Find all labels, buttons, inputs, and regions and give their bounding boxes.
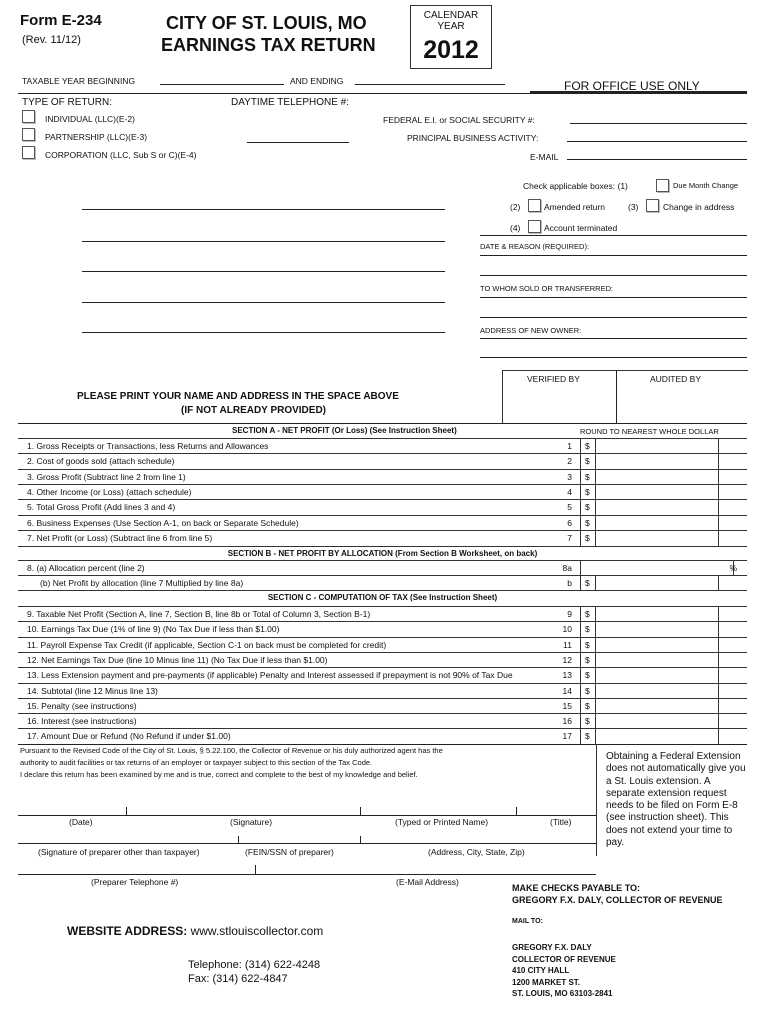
dollar-sign: $ (585, 685, 590, 696)
title-field[interactable] (517, 790, 596, 815)
calendar-year: 2012 (423, 36, 479, 64)
line-number: 6 (567, 517, 572, 528)
col-divider (580, 531, 581, 546)
cents-input[interactable] (720, 500, 747, 515)
amended-return-label: Amended return (544, 202, 605, 212)
line-8a-label: 8. (a) Allocation percent (line 2) (27, 563, 145, 573)
col-divider (595, 684, 596, 699)
title-line1: CITY OF ST. LOUIS, MO (166, 13, 367, 33)
line-label: 16. Interest (see instructions) (27, 716, 137, 727)
name-address-line-1[interactable] (82, 209, 445, 210)
line-label: 14. Subtotal (line 12 Minus line 13) (27, 685, 158, 696)
sold-to-label: TO WHOM SOLD OR TRANSFERRED: (480, 284, 614, 293)
item-4-label: (4) (510, 223, 521, 233)
line-number: 10 (562, 624, 572, 635)
col-divider (580, 607, 581, 622)
signature-label: (Signature) (230, 817, 273, 827)
name-address-line-3[interactable] (82, 271, 445, 272)
payable-line2: GREGORY F.X. DALY, COLLECTOR OF REVENUE (512, 895, 723, 905)
cents-input[interactable] (720, 470, 747, 485)
option-individual: INDIVIDUAL (LLC)(E-2) (45, 114, 135, 124)
line-label: 10. Earnings Tax Due (1% of line 9) (No Tax Due if less than $1.00) (27, 624, 280, 635)
date-reason-line[interactable] (480, 235, 747, 236)
print-notice-line2: (IF NOT ALREADY PROVIDED) (181, 405, 327, 416)
checkbox-individual[interactable] (22, 110, 35, 123)
col-divider (718, 684, 719, 699)
new-owner-field-1[interactable] (480, 338, 747, 339)
amount-input[interactable] (598, 531, 716, 546)
taxable-year-ending-label: AND ENDING (290, 76, 344, 86)
dollar-sign: $ (585, 532, 590, 543)
col-divider (580, 439, 581, 454)
section-c-line-row (18, 667, 747, 683)
line-label: 12. Net Earnings Tax Due (line 10 Minus line 11) (No Tax Due if less than $1.00) (27, 654, 328, 665)
extension-note (606, 751, 746, 849)
line-8a-input[interactable] (595, 561, 733, 576)
section-c-line-row (18, 621, 747, 637)
amount-input[interactable] (598, 470, 716, 485)
col-divider (595, 439, 596, 454)
line-number: 7 (567, 532, 572, 543)
section-a-line-row (18, 515, 747, 531)
account-terminated-label: Account terminated (544, 223, 618, 233)
section-c-line-row (18, 683, 747, 699)
col-divider (718, 714, 719, 729)
col-divider (580, 699, 581, 714)
line-label: 11. Payroll Expense Tax Credit (if applicable, Section C-1 on back must be completed for credit) (27, 639, 387, 650)
col-divider (718, 729, 719, 744)
preparer-phone-field[interactable] (18, 852, 255, 874)
section-c-header (18, 590, 747, 605)
col-divider (595, 653, 596, 668)
federal-id-field[interactable] (570, 123, 747, 124)
section-c-line-row (18, 698, 747, 714)
col-divider (718, 607, 719, 622)
calendar-label: CALENDAR (423, 10, 479, 21)
sold-to-line[interactable] (480, 275, 747, 276)
option-partnership: PARTNERSHIP (LLC)(E-3) (45, 132, 148, 142)
col-divider (580, 638, 581, 653)
col-divider (580, 684, 581, 699)
dollar-sign: $ (585, 670, 590, 681)
name-address-line-4[interactable] (82, 302, 445, 303)
payable-line1: MAKE CHECKS PAYABLE TO: (512, 883, 641, 893)
new-owner-address-label: ADDRESS OF NEW OWNER: (480, 326, 582, 335)
website-row (67, 924, 323, 938)
revision: (Rev. 11/12) (22, 34, 81, 46)
extension-note-line: pay. (606, 837, 625, 849)
telephone: Telephone: (314) 622-4248 (188, 959, 321, 971)
date-reason-label: DATE & REASON (REQUIRED): (480, 242, 590, 251)
fein-label: (FEIN/SSN of preparer) (245, 847, 334, 857)
signature-line (18, 815, 596, 816)
line-number: 12 (562, 654, 572, 665)
checkbox-amended-return[interactable] (528, 199, 541, 212)
print-notice-line1: PLEASE PRINT YOUR NAME AND ADDRESS IN THE SPACE ABOVE (77, 391, 399, 402)
extension-note-line: does not automatically give you (606, 763, 746, 775)
col-divider (580, 668, 581, 683)
declaration-line3: I declare this return has been examined by me and is true, correct and complete to the best of my knowledge and belief. (20, 770, 418, 779)
declaration-line1: Pursuant to the Revised Code of the City of St. Louis, § 5.22.100, the Collector of Revenue or his duly authorized agent has the (20, 746, 443, 755)
section-a-line-row (18, 469, 747, 485)
col-divider (595, 470, 596, 485)
dollar-sign: $ (585, 609, 590, 619)
fax: Fax: (314) 622-4847 (188, 973, 288, 985)
amount-input[interactable] (598, 439, 716, 454)
new-owner-line[interactable] (480, 317, 747, 318)
dollar-sign: $ (585, 502, 590, 513)
dollar-sign: $ (585, 456, 590, 467)
extension-note-line: a St. Louis extension. A (606, 775, 711, 787)
line-label: 7. Net Profit (or Loss) (Subtract line 6 from line 5) (27, 532, 213, 543)
cents-input[interactable] (720, 439, 747, 454)
cents-input[interactable] (720, 699, 747, 714)
amount-input[interactable] (598, 516, 716, 531)
dollar-sign: $ (585, 471, 590, 482)
verify-divider (616, 370, 617, 423)
cents-input[interactable] (720, 622, 747, 637)
line-number: 5 (567, 502, 572, 513)
date-label: (Date) (69, 817, 93, 827)
type-of-return-label: TYPE OF RETURN: (22, 97, 113, 108)
dollar-sign: $ (585, 441, 590, 451)
col-divider (580, 485, 581, 500)
checkbox-account-terminated[interactable] (528, 220, 541, 233)
section-c-line-row (18, 713, 747, 729)
section-a-line-row (18, 484, 747, 500)
amount-input[interactable] (598, 607, 716, 622)
amount-input[interactable] (598, 638, 716, 653)
daytime-telephone-label: DAYTIME TELEPHONE #: (231, 97, 349, 108)
section-c-title: SECTION C - COMPUTATION OF TAX (See Instruction Sheet) (267, 593, 498, 602)
col-divider (580, 622, 581, 637)
dollar-sign: $ (585, 624, 590, 635)
due-month-change-label: Due Month Change (673, 181, 739, 190)
cents-input[interactable] (720, 607, 747, 622)
col-divider (595, 638, 596, 653)
line-8b-dollar: $ (585, 578, 590, 588)
change-address-label: Change in address (663, 202, 735, 212)
mail-address-line: ST. LOUIS, MO 63103-2841 (512, 989, 613, 998)
amount-input[interactable] (598, 485, 716, 500)
new-owner-field-2[interactable] (480, 357, 747, 358)
extension-note-box (596, 744, 748, 856)
check-applicable-label: Check applicable boxes: (1) (523, 181, 628, 191)
extension-note-line: (see instruction sheet). This (606, 812, 729, 824)
amount-input[interactable] (598, 668, 716, 683)
amount-input[interactable] (598, 699, 716, 714)
line-label: 15. Penalty (see instructions) (27, 700, 137, 711)
business-activity-field[interactable] (567, 141, 747, 142)
line-number: 14 (562, 685, 572, 696)
title-line2: EARNINGS TAX RETURN (161, 35, 376, 55)
name-address-line-5[interactable] (82, 332, 445, 333)
taxable-year-beginning-field[interactable] (160, 84, 284, 85)
col-divider (595, 668, 596, 683)
col-divider (595, 699, 596, 714)
col-divider (580, 729, 581, 744)
section-a-line-row (18, 438, 747, 454)
checkbox-corporation[interactable] (22, 146, 35, 159)
col-divider (718, 439, 719, 454)
cents-input[interactable] (720, 729, 747, 744)
date-field[interactable] (18, 790, 126, 815)
mail-address-line: 1200 MARKET ST. (512, 977, 581, 987)
calendar-year-box (410, 5, 492, 69)
extension-note-line: separate extension request (606, 787, 727, 799)
section-a-title: SECTION A - NET PROFIT (Or Loss) (See Instruction Sheet) (232, 426, 457, 435)
mail-address-line: COLLECTOR OF REVENUE (512, 954, 616, 964)
preparer-email-field[interactable] (256, 852, 596, 874)
line-label: 9. Taxable Net Profit (Section A, line 7, Section B, line 8b or Total of Column 3, Section B-1) (27, 609, 371, 619)
typed-name-field[interactable] (361, 790, 516, 815)
header-divider (18, 93, 747, 94)
amount-input[interactable] (598, 622, 716, 637)
dollar-sign: $ (585, 716, 590, 727)
taxable-year-beginning-label: TAXABLE YEAR BEGINNING (22, 76, 136, 86)
cents-input[interactable] (720, 454, 747, 469)
col-divider (580, 714, 581, 729)
line-8a-row (18, 560, 747, 576)
section-a-line-row (18, 453, 747, 469)
col-divider (718, 622, 719, 637)
year-label: YEAR (437, 21, 465, 32)
col-divider (595, 607, 596, 622)
name-address-line-2[interactable] (82, 241, 445, 242)
line-8b-label: (b) Net Profit by allocation (line 7 Multiplied by line 8a) (40, 578, 244, 588)
col-divider (718, 500, 719, 515)
section-a-line-row (18, 530, 747, 546)
option-corporation: CORPORATION (LLC, Sub S or C)(E-4) (45, 150, 197, 160)
phone-line (18, 874, 596, 875)
item-2-label: (2) (510, 202, 521, 212)
dollar-sign: $ (585, 486, 590, 497)
mail-address (512, 942, 616, 1000)
amount-input[interactable] (598, 500, 716, 515)
col-divider (595, 500, 596, 515)
col-divider (718, 699, 719, 714)
col-divider (718, 531, 719, 546)
section-b-header (18, 546, 747, 561)
item-3-label: (3) (628, 202, 639, 212)
cents-input[interactable] (720, 638, 747, 653)
section-a-top (18, 423, 747, 424)
amount-input[interactable] (598, 653, 716, 668)
line-label: 1. Gross Receipts or Transactions, less Returns and Allowances (27, 441, 269, 451)
col-divider (595, 516, 596, 531)
col-divider (718, 638, 719, 653)
line-label: 4. Other Income (or Loss) (attach schedule) (27, 486, 192, 497)
preparer-line (18, 843, 596, 844)
line-label: 6. Business Expenses (Use Section A-1, on back or Separate Schedule) (27, 517, 299, 528)
checkbox-change-address[interactable] (646, 199, 659, 212)
email-address-label: (E-Mail Address) (396, 877, 459, 887)
line-number: 1 (567, 441, 572, 451)
amount-input[interactable] (598, 454, 716, 469)
cents-input[interactable] (720, 485, 747, 500)
line-number: 9 (567, 609, 572, 619)
typed-name-label: (Typed or Printed Name) (395, 817, 489, 827)
website-link[interactable]: www.stlouiscollector.com (190, 924, 324, 938)
preparer-phone-label: (Preparer Telephone #) (91, 877, 179, 887)
section-b-title: SECTION B - NET PROFIT BY ALLOCATION (From Section B Worksheet, on back) (227, 549, 538, 558)
amount-input[interactable] (598, 684, 716, 699)
line-8b-number: b (567, 578, 572, 588)
line-label: 3. Gross Profit (Subtract line 2 from line 1) (27, 471, 186, 482)
col-divider (580, 454, 581, 469)
address-label: (Address, City, State, Zip) (428, 847, 525, 857)
col-divider (718, 668, 719, 683)
col-divider (580, 653, 581, 668)
dollar-sign: $ (585, 731, 590, 742)
cents-input[interactable] (720, 684, 747, 699)
section-c-line-row (18, 637, 747, 653)
preparer-signature-field[interactable] (18, 822, 238, 843)
website-label: WEBSITE ADDRESS: (67, 924, 188, 938)
section-c-line-row (18, 606, 747, 622)
sold-to-field[interactable] (480, 297, 747, 298)
col-divider (718, 454, 719, 469)
dollar-sign: $ (585, 639, 590, 650)
cents-input[interactable] (720, 653, 747, 668)
audited-by-label: AUDITED BY (650, 374, 702, 384)
preparer-address-field[interactable] (361, 822, 596, 843)
extension-note-line: does not extend your time to (606, 824, 733, 836)
line-number: 15 (562, 700, 572, 711)
section-c-line-row (18, 652, 747, 668)
mail-address-line: GREGORY F.X. DALY (512, 943, 592, 952)
line-number: 11 (563, 639, 572, 650)
section-c-line-row (18, 728, 747, 744)
line-8b-row (18, 575, 747, 591)
round-note: ROUND TO NEAREST WHOLE DOLLAR (580, 427, 719, 436)
office-divider (530, 91, 747, 93)
email-field[interactable] (567, 159, 747, 160)
taxable-year-ending-field[interactable] (355, 84, 505, 85)
line-number: 3 (567, 471, 572, 482)
mail-to-label: MAIL TO: (512, 918, 543, 925)
col-divider (718, 653, 719, 668)
cents-input[interactable] (720, 668, 747, 683)
business-activity-label: PRINCIPAL BUSINESS ACTIVITY: (407, 133, 539, 143)
verified-by-label: VERIFIED BY (527, 374, 580, 384)
email-label: E-MAIL (530, 152, 559, 162)
form-number: Form E-234 (20, 12, 102, 29)
line-number: 2 (567, 456, 572, 467)
federal-id-label: FEDERAL E.I. or SOCIAL SECURITY #: (383, 115, 535, 125)
col-divider (595, 622, 596, 637)
dollar-sign: $ (585, 517, 590, 528)
line-number: 17 (562, 731, 572, 742)
daytime-telephone-field[interactable] (247, 142, 349, 143)
preparer-signature-label: (Signature of preparer other than taxpayer) (38, 847, 200, 857)
title-label: (Title) (550, 817, 572, 827)
extension-note-line: needs to be filed on Form E-8 (606, 800, 738, 812)
line-8a-number: 8a (562, 563, 572, 573)
section-a-line-row (18, 499, 747, 515)
col-divider (718, 485, 719, 500)
line-8b-input[interactable] (598, 576, 716, 591)
checkbox-due-month-change[interactable] (656, 179, 669, 192)
col-divider (580, 500, 581, 515)
amount-input[interactable] (598, 729, 716, 744)
checkbox-partnership[interactable] (22, 128, 35, 141)
extension-note-line: Obtaining a Federal Extension (606, 751, 741, 762)
amount-input[interactable] (598, 714, 716, 729)
dollar-sign: $ (585, 654, 590, 665)
cents-input[interactable] (720, 516, 747, 531)
cents-input[interactable] (720, 531, 747, 546)
fein-field[interactable] (239, 822, 360, 843)
declaration-line2: authority to audit facilities or tax returns of an employer or taxpayer subject to this section of the Tax Code. (20, 758, 373, 767)
line-number: 16 (562, 716, 572, 727)
line-number: 13 (562, 670, 572, 681)
col-divider (595, 729, 596, 744)
col-divider (595, 531, 596, 546)
line-label: 2. Cost of goods sold (attach schedule) (27, 456, 175, 467)
col-divider (580, 516, 581, 531)
line-label: 5. Total Gross Profit (Add lines 3 and 4) (27, 502, 176, 513)
col-divider (718, 516, 719, 531)
mail-address-line: 410 CITY HALL (512, 966, 570, 975)
line-label: 13. Less Extension payment and pre-payments (if applicable) Penalty and Interest assessed if prepayment is not 90% of Tax Due (27, 670, 513, 681)
signature-field[interactable] (127, 790, 360, 815)
line-label: 17. Amount Due or Refund (No Refund if under $1.00) (27, 731, 231, 742)
col-divider (595, 714, 596, 729)
percent-sign: % (729, 563, 737, 573)
office-use-label: FOR OFFICE USE ONLY (564, 79, 700, 93)
date-reason-field[interactable] (480, 255, 747, 256)
cents-input[interactable] (720, 714, 747, 729)
dollar-sign: $ (585, 700, 590, 711)
col-divider (595, 485, 596, 500)
line-number: 4 (567, 486, 572, 497)
col-divider (718, 470, 719, 485)
col-divider (595, 454, 596, 469)
col-divider (580, 470, 581, 485)
